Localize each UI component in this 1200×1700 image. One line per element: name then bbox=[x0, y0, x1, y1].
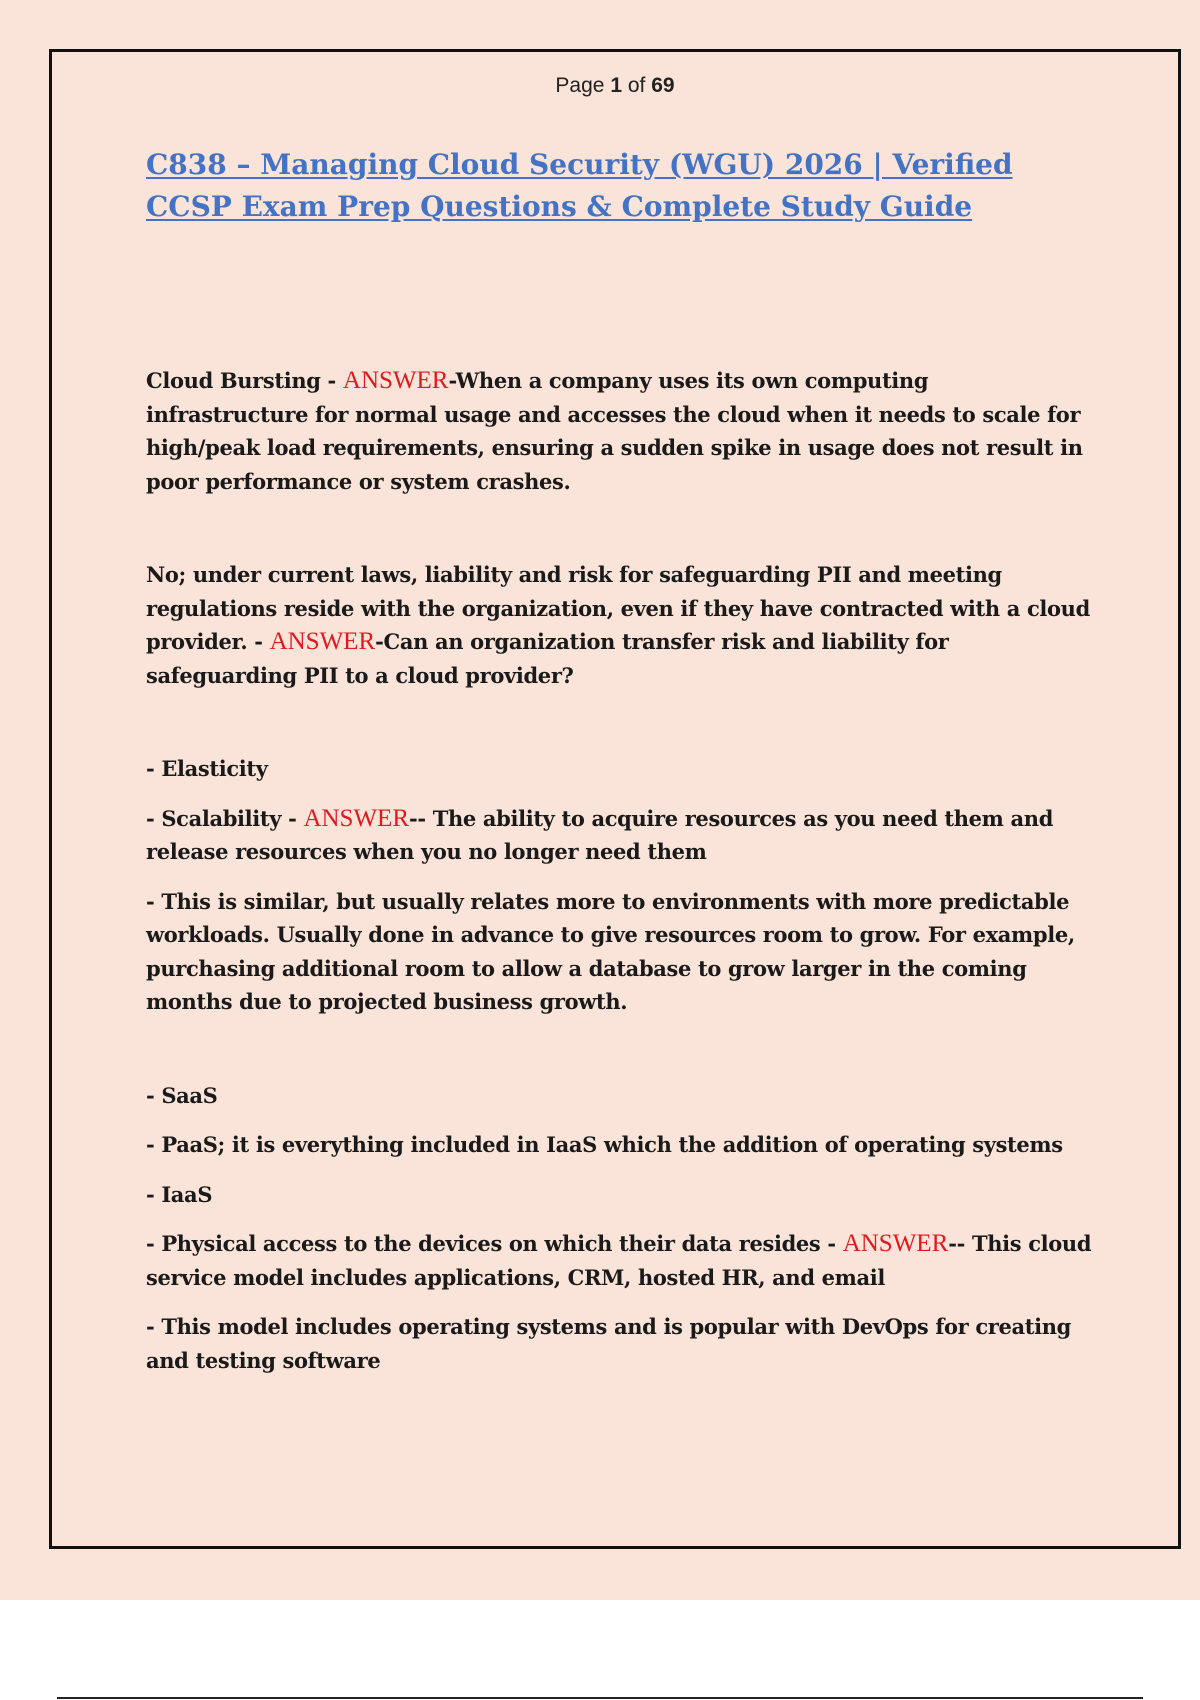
item-devops-model: - This model includes operating systems and is popular with DevOps for creating and testing software bbox=[146, 1314, 1071, 1373]
qa-scalability: - Scalability - ANSWER-- The ability to acquire resources as you need them and release resources when you no longer need them bbox=[146, 804, 1054, 864]
item-iaas: - IaaS bbox=[146, 1181, 213, 1207]
qa-physical-access: - Physical access to the devices on which their data resides - ANSWER-- This cloud service model includes applications, CRM, hosted HR, and email bbox=[146, 1230, 1092, 1290]
answer-label: ANSWER bbox=[842, 1230, 949, 1257]
item-similar-description: - This is similar, but usually relates more to environments with more predictable workloads. Usually done in advance to give resources room to grow. For example, purchasing additional room to allow a database to grow larger in the coming months due to projected business growth. bbox=[146, 888, 1075, 1014]
item-paas: - PaaS; it is everything included in IaaS which the addition of operating systems bbox=[146, 1132, 1063, 1157]
item-elasticity: - Elasticity bbox=[146, 756, 268, 781]
answer-label: ANSWER bbox=[342, 367, 449, 394]
answer-label: ANSWER bbox=[269, 628, 376, 655]
footer-divider bbox=[57, 1697, 1143, 1699]
answer-label: ANSWER bbox=[303, 804, 409, 832]
qa-cloud-bursting: Cloud Bursting - ANSWER-When a company uses its own computing infrastructure for normal usage and accesses the cloud when it needs to scale for high/peak load requirements, ensuring a sudden spike in usage does not result in poor performance or system crashes. bbox=[146, 367, 1083, 494]
document-title[interactable]: C838 – Managing Cloud Security (WGU) 2026 | Verified CCSP Exam Prep Questions & Complete Study Guide bbox=[146, 148, 1013, 223]
page-number: Page 1 of 69 bbox=[555, 74, 675, 97]
document-content bbox=[146, 144, 1096, 1377]
qa-pii-liability: No; under current laws, liability and risk for safeguarding PII and meeting regulations reside with the organization, even if they have contracted with a cloud provider. - ANSWER-Can an organization transfer risk and liability for safeguarding PII to a cloud provider? bbox=[146, 562, 1090, 688]
item-saas: - SaaS bbox=[146, 1082, 218, 1108]
